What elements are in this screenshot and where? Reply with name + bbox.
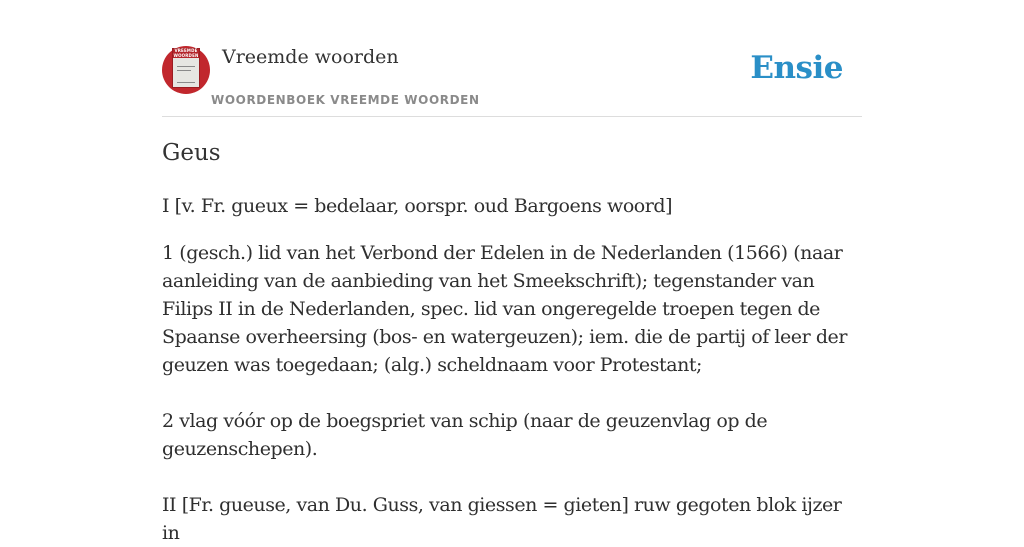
avatar-text: VREEMDE WOORDEN xyxy=(173,48,199,58)
site-title[interactable]: Vreemde woorden xyxy=(222,46,399,68)
etymology-2: II [Fr. gueuse, van Du. Guss, van giessen = gieten] ruw gegoten blok ijzer in xyxy=(162,494,842,544)
dictionary-avatar[interactable] xyxy=(162,46,210,94)
entry-title: Geus xyxy=(162,140,221,166)
site-subtitle[interactable]: WOORDENBOEK VREEMDE WOORDEN xyxy=(211,93,480,107)
sense-2: 2 vlag vóór op de boegspriet van schip (naar de geuzenvlag op de geuzenschepen). xyxy=(162,410,768,460)
ensie-logo[interactable]: Ensie xyxy=(750,50,843,86)
header xyxy=(162,0,862,117)
etymology-1: I [v. Fr. gueux = bedelaar, oorspr. oud Bargoens woord] xyxy=(162,195,673,217)
page-container xyxy=(162,0,862,544)
sense-1: 1 (gesch.) lid van het Verbond der Edelen in de Nederlanden (1566) (naar aanleiding van de aanbieding van het Smeekschrift); tegenstander van Filips II in de Nederlanden, spec. lid van ongeregelde troepen tegen de Spaanse overheersing (bos- en watergeuzen); iem. die de partij of leer der geuzen was toegedaan; (alg.) scheldnaam voor Protestant; xyxy=(162,242,847,376)
entry-definition xyxy=(162,192,862,547)
